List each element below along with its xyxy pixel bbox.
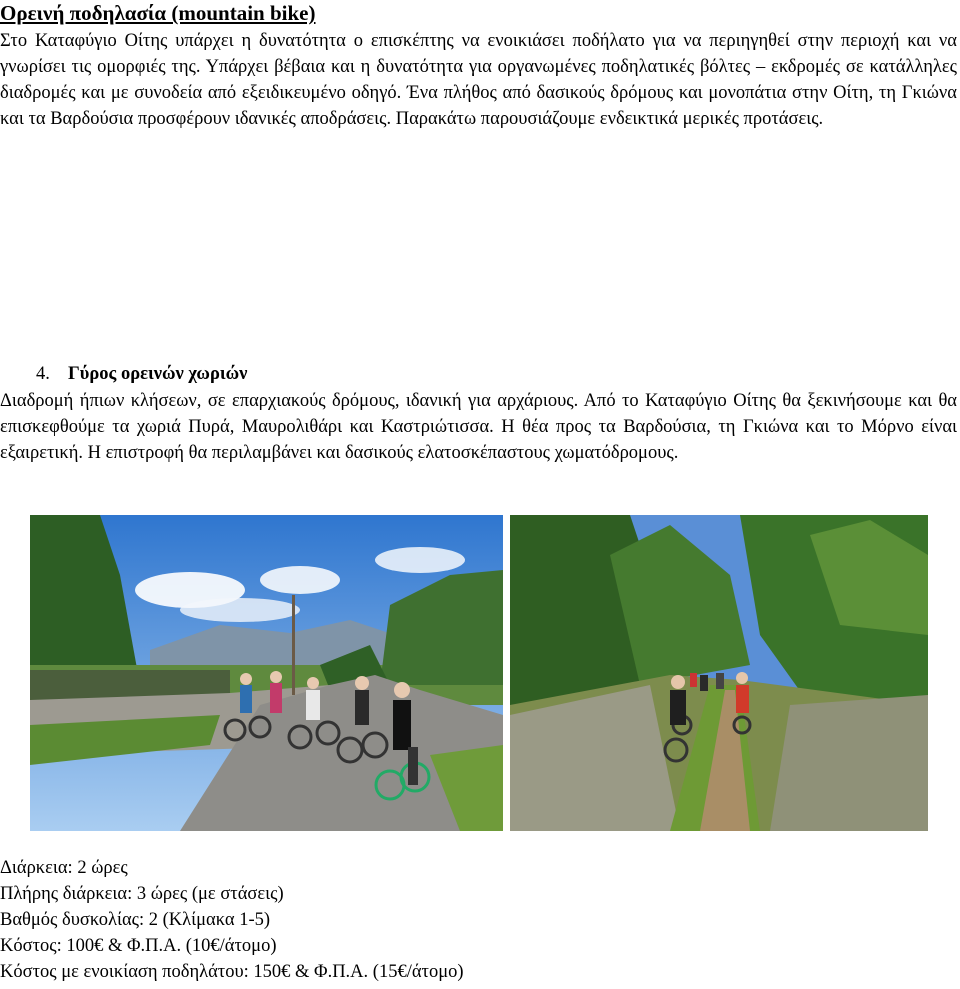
route-number: 4. [36,364,50,384]
route-name: Γύρος ορεινών χωριών [68,364,248,384]
duration-line: Διάρκεια: 2 ώρες [0,858,128,878]
full-duration-line: Πλήρης διάρκεια: 3 ώρες (με στάσεις) [0,884,284,904]
page-title: Ορεινή ποδηλασία (mountain bike) [0,1,316,25]
intro-paragraph: Στο Καταφύγιο Οίτης υπάρχει η δυνατότητα ο επισκέπτης να ενοικιάσει ποδήλατο για να περιηγηθεί στην περιοχή και να γνωρίσει τις ομορφιές της. Υπάρχει βέβαια και η δυνατότητα για οργανωμένες ποδηλατικές βόλτες – εκδρομές σε κατάλληλες διαδρομές και με συνοδεία από εξειδικευμένο οδηγό. Ένα πλήθος από δασικούς δρόμους και μονοπάτια στην Οίτη, τη Γκιώνα και τα Βαρδούσια προσφέρουν ιδανικές αποδράσεις. Παρακάτω παρουσιάζουμε ενδεικτικά μερικές προτάσεις. [0,31,957,129]
cost-rental-line: Κόστος με ενοικίαση ποδηλάτου: 150€ & Φ.Π.Α. (15€/άτομο) [0,962,464,982]
photo-cyclists-forest-track [510,515,928,831]
cost-line: Κόστος: 100€ & Φ.Π.Α. (10€/άτομο) [0,936,277,956]
photo-cyclists-road [30,515,503,831]
route-facts [0,855,464,985]
route-heading [36,361,247,387]
difficulty-line: Βαθμός δυσκολίας: 2 (Κλίμακα 1-5) [0,910,271,930]
route-description: Διαδρομή ήπιων κλήσεων, σε επαρχιακούς δρόμους, ιδανική για αρχάριους. Από το Καταφύγιο Οίτης θα ξεκινήσουμε και θα επισκεφθούμε τα χωριά Πυρά, Μαυρολιθάρι και Καστριώτισσα. Η θέα προς τα Βαρδούσια, τη Γκιώνα και το Μόρνο είναι εξαιρετική. Η επιστροφή θα περιλαμβάνει και δασικούς ελατοσκέπαστους χωματόδρομους. [0,391,957,463]
